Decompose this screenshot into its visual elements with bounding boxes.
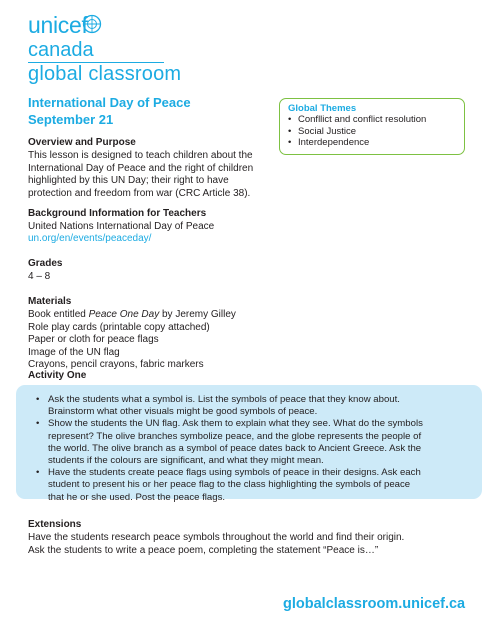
overview-heading: Overview and Purpose [28, 137, 136, 148]
materials-item-book [28, 309, 328, 322]
activity-line: • Ask the students what a symbol is. List the symbols of peace that they know about. [48, 394, 400, 405]
materials-heading: Materials [28, 296, 72, 307]
activity-line: • Have the students create peace flags using symbols of peace in their designs. Ask each [48, 467, 421, 479]
background-heading: Background Information for Teachers [28, 208, 207, 219]
overview-line: International Day of Peace and the right of children [28, 162, 254, 174]
background-link[interactable]: un.org/en/events/peaceday/ [28, 233, 152, 244]
extensions-text [28, 532, 478, 557]
activity-line: that he or she used. Post the peace flags. [48, 491, 226, 503]
activity-line: • Show the students the UN flag. Ask them to explain what they see. What do the symbols [48, 418, 423, 430]
global-themes-box [279, 98, 465, 155]
activity-line: students if the colours are significant, and what they might mean. [48, 455, 324, 467]
activity-list [36, 394, 474, 504]
materials-list [28, 309, 328, 372]
book-suffix: by Jeremy Gilley [159, 309, 236, 320]
extensions-heading: Extensions [28, 519, 82, 530]
overview-line: This lesson is designed to teach children about the [28, 150, 253, 161]
extensions-line: Have the students research peace symbols throughout the world and find their origin. [28, 532, 405, 543]
grades-value: 4 – 8 [28, 271, 51, 282]
activity-heading: Activity One [28, 370, 87, 381]
overview-text [28, 150, 273, 200]
page-date: September 21 [28, 112, 114, 127]
activity-item [36, 418, 474, 467]
theme-item: • Social Justice [288, 126, 456, 138]
extensions-line: Ask the students to write a peace poem, completing the statement “Peace is…” [28, 544, 379, 556]
theme-item: • Interdependence [288, 137, 456, 149]
activity-item [36, 394, 474, 418]
materials-item: Paper or cloth for peace flags [28, 334, 159, 345]
unicef-wordmark: unicef [28, 12, 88, 38]
theme-item: • Confllict and conflict resolution [288, 114, 456, 126]
activity-item [36, 467, 474, 504]
global-themes-heading: Global Themes [288, 103, 357, 114]
unicef-emblem-icon [82, 14, 102, 34]
background-text: United Nations International Day of Peace [28, 221, 215, 232]
overview-line: protection and freedom from war (CRC Article 38). [28, 187, 251, 199]
grades-heading: Grades [28, 258, 63, 269]
overview-line: highlighted by this UN Day; their right to have [28, 175, 229, 186]
materials-item: Role play cards (printable copy attached) [28, 321, 210, 333]
materials-item: Crayons, pencil crayons, fabric markers [28, 359, 204, 370]
page-title: International Day of Peace [28, 95, 191, 110]
materials-item: Image of the UN flag [28, 346, 120, 358]
activity-box [16, 385, 482, 503]
activity-line: student to present his or her peace flag to the class highlighting the symbols of peace [48, 479, 411, 491]
book-title: Peace One Day [88, 309, 160, 320]
activity-line: the world. The olive branch as a symbol of peace dates back to Ancient Greece. Ask the [48, 442, 422, 454]
book-prefix: Book entitled [28, 309, 89, 320]
activity-line: Brainstorm what other visuals might be good symbols of peace. [48, 406, 318, 418]
activity-line: represent? The olive branches symbolize peace, and the globe represents the people of [48, 430, 422, 442]
logo-program-name: global classroom [28, 63, 182, 85]
logo-subbrand: canada [28, 39, 94, 61]
footer-url-link[interactable]: globalclassroom.unicef.ca [283, 596, 466, 612]
